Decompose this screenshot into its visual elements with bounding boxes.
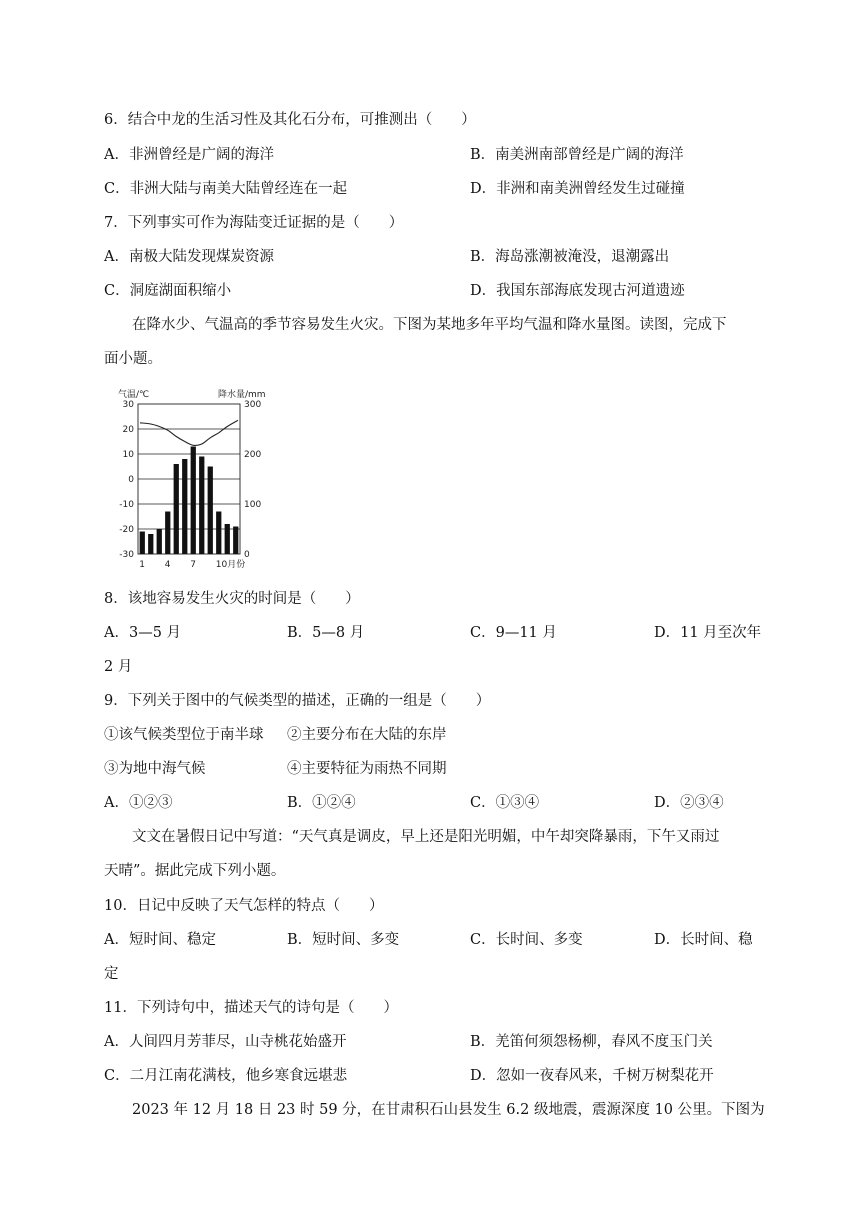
q9-option-b: B．①②④ [287,795,356,811]
chart-temp-tick-label: -20 [119,525,134,535]
q10-option-c: C．长时间、多变 [470,932,583,948]
climate-chart [110,385,280,573]
precipitation-bar [140,532,145,555]
q6-option-d: D．非洲和南美洲曾经发生过碰撞 [470,181,685,197]
q11-option-c: C．二月江南花满枝，他乡寒食远堪悲 [104,1068,348,1084]
q7-option-d: D．我国东部海底发现古河道遗迹 [470,283,685,299]
q9-statement-2: ②主要分布在大陆的东岸 [287,727,447,743]
precipitation-bar [199,457,204,555]
diary-intro-line1: 文文在暑假日记中写道：“天气真是调皮，早上还是阳光明媚，中午却突降暴雨，下午又雨过 [132,829,720,845]
q10-option-b: B．短时间、多变 [287,932,400,948]
q7-option-c: C．洞庭湖面积缩小 [104,283,232,299]
q8-option-b: B．5—8 月 [287,625,365,641]
precipitation-bar [216,512,221,555]
chart-precip-tick-label: 100 [244,500,262,510]
q6-option-b: B．南美洲南部曾经是广阔的海洋 [470,147,684,163]
chart-precip-tick-label: 200 [244,450,262,460]
chart-temp-tick-label: 10 [122,450,134,460]
chart-temp-tick-label: -10 [119,500,134,510]
precipitation-bar [148,534,153,554]
q8-option-d-continuation: 2 月 [104,659,133,675]
q9-statement-3: ③为地中海气候 [104,761,206,777]
q9-option-d: D．②③④ [654,795,724,811]
precipitation-bar [182,459,187,554]
temperature-line [140,420,238,445]
q7-stem: 7．下列事实可作为海陆变迁证据的是（ ） [104,215,404,231]
precipitation-bar [233,527,238,555]
q7-option-b: B．海岛涨潮被淹没，退潮露出 [470,249,670,265]
q11-stem: 11．下列诗句中，描述天气的诗句是（ ） [104,1000,398,1016]
chart-temp-tick-label: 0 [128,475,134,485]
chart-precip-tick-label: 0 [244,550,250,560]
q10-option-a: A．短时间、稳定 [104,932,216,948]
q10-option-d-continuation: 定 [104,966,119,982]
q11-option-b: B．羌笛何须怨杨柳，春风不度玉门关 [470,1034,713,1050]
chart-month-tick-label: 7 [190,560,196,570]
quake-intro-line1: 2023 年 12 月 18 日 23 时 59 分，在甘肃积石山县发生 6.2 级地震，震源深度 10 公里。下图为 [132,1102,765,1118]
q10-stem: 10．日记中反映了天气怎样的特点（ ） [104,898,384,914]
chart-temp-tick-label: 30 [122,400,134,410]
chart-month-tick-label: 1 [139,560,145,570]
q11-option-d: D．忽如一夜春风来，千树万树梨花开 [470,1068,714,1084]
q9-option-a: A．①②③ [104,795,173,811]
precipitation-bar [157,529,162,554]
q8-option-a: A．3—5 月 [104,625,182,641]
chart-precip-tick-label: 300 [244,400,262,410]
fire-intro-line2: 面小题。 [104,351,162,367]
chart-left-axis-label: 气温/℃ [118,390,150,400]
q9-statement-1: ①该气候类型位于南半球 [104,727,264,743]
chart-month-tick-label: 4 [164,560,171,570]
q6-stem: 6．结合中龙的生活习性及其化石分布，可推测出（ ） [104,112,476,128]
precipitation-bar [208,467,213,555]
chart-month-tick-label: 10月份 [215,560,246,570]
chart-temp-tick-label: 20 [122,425,134,435]
q7-option-a: A．南极大陆发现煤炭资源 [104,249,274,265]
diary-intro-line2: 天晴”。据此完成下列小题。 [104,863,286,879]
q10-option-d: D．长时间、稳 [654,932,753,948]
q8-option-c: C．9—11 月 [470,625,557,641]
q11-option-a: A．人间四月芳菲尽，山寺桃花始盛开 [104,1034,347,1050]
q9-statement-4: ④主要特征为雨热不同期 [287,761,447,777]
fire-intro-line1: 在降水少、气温高的季节容易发生火灾。下图为某地多年平均气温和降水量图。读图，完成下 [132,317,727,333]
precipitation-bar [225,524,230,554]
q9-stem: 9．下列关于图中的气候类型的描述，正确的一组是（ ） [104,693,491,709]
q6-option-c: C．非洲大陆与南美大陆曾经连在一起 [104,181,348,197]
q8-option-d: D．11 月至次年 [654,625,762,641]
chart-temp-tick-label: -30 [119,550,134,560]
q8-stem: 8．该地容易发生火灾的时间是（ ） [104,591,360,607]
precipitation-bar [191,447,196,555]
q9-option-c: C．①③④ [470,795,540,811]
chart-right-axis-label: 降水量/mm [218,390,266,400]
q6-option-a: A．非洲曾经是广阔的海洋 [104,147,274,163]
precipitation-bar [165,512,170,555]
precipitation-bar [174,464,179,554]
